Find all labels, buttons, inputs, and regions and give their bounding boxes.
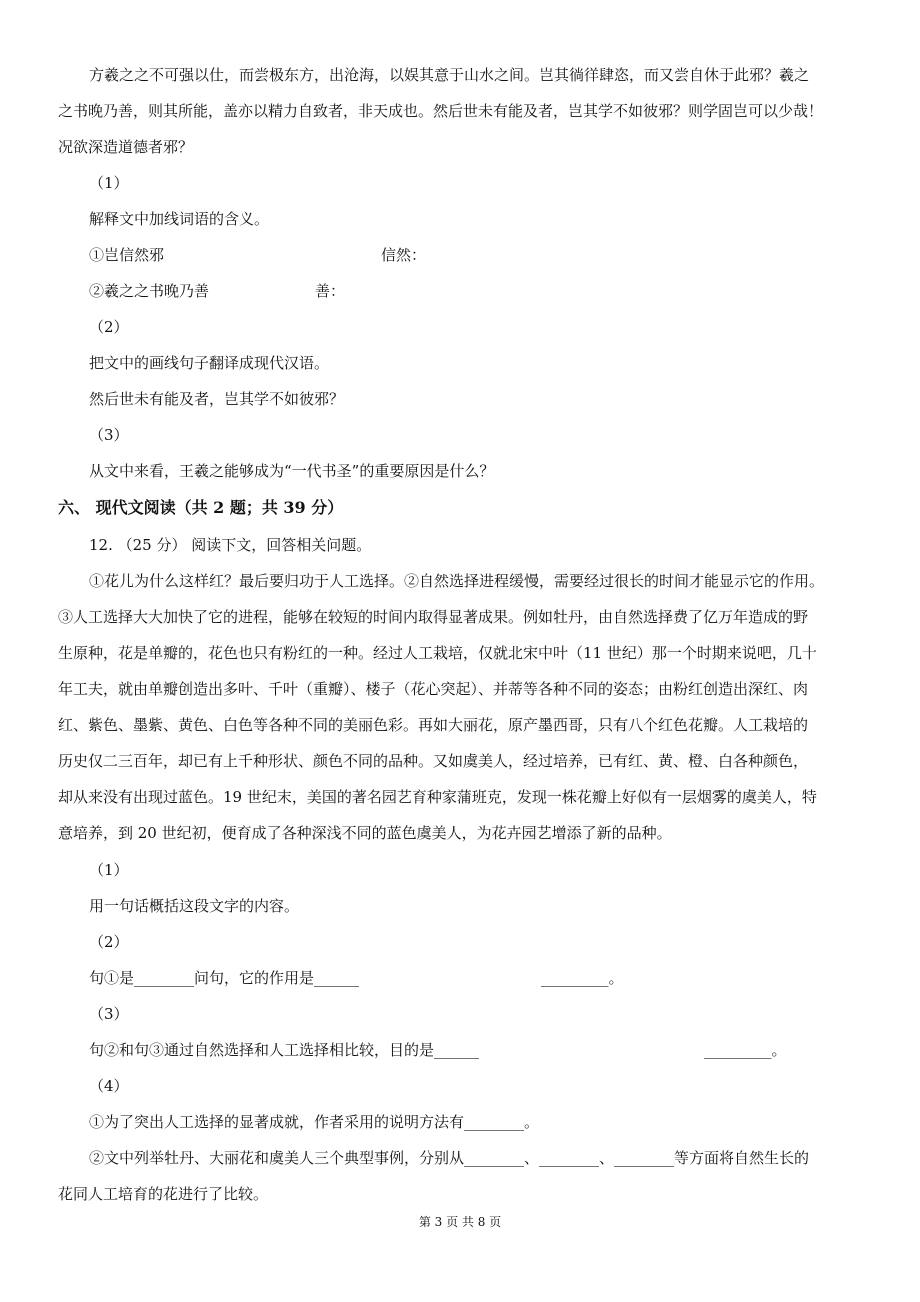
q12-passage-line-4: 年工夫，就由单瓣创造出多叶、千叶（重瓣）、楼子（花心突起）、并蒂等各种不同的姿态；由粉红创造出深红、肉 [58, 680, 809, 698]
q12-part4-line-3: 花同人工培育的花进行了比较。 [58, 1185, 269, 1203]
q12-part2-number: （2） [89, 933, 129, 951]
q12-part2-stem [89, 968, 624, 988]
q12-part2-stem-b: _________。 [541, 969, 624, 987]
q12-part4-number: （4） [89, 1077, 129, 1095]
passage1-line-1: 方羲之之不可强以仕，而尝极东方，出沧海，以娱其意于山水之间。岂其徜徉肆恣，而又尝自休于此邪？羲之 [89, 66, 810, 84]
q12-passage-line-1: ①花儿为什么这样红？最后要归功于人工选择。②自然选择进程缓慢，需要经过很长的时间才能显示它的作用。 [89, 572, 825, 590]
q12-passage-line-7: 却从来没有出现过蓝色。19 世纪末，美国的著名园艺育种家蒲班克，发现一株花瓣上好似有一层烟雾的虞美人，特 [58, 788, 817, 806]
q12-part4-line-2: ②文中列举牡丹、大丽花和虞美人三个典型事例，分别从________、________、________等方面将自然生长的 [89, 1149, 810, 1167]
q12-part2-stem-a: 句①是________问句，它的作用是______ [89, 969, 360, 987]
q12-passage-line-3: 生原种，花是单瓣的，花色也只有粉红的一种。经过人工栽培，仅就北宋中叶（11 世纪）那一个时期来说吧，几十 [58, 644, 817, 662]
q11-part2-stem: 把文中的画线句子翻译成现代汉语。 [89, 354, 330, 372]
q11-part2-sentence: 然后世未有能及者，岂其学不如彼邪？ [89, 390, 345, 408]
q11-part1-item1 [89, 245, 427, 265]
q12-part3-number: （3） [89, 1005, 129, 1023]
q11-part1-number: （1） [89, 174, 129, 192]
q11-item1-text: ①岂信然邪 [89, 246, 165, 264]
q11-item1-label: 信然： [381, 246, 427, 264]
q12-part3-stem-b: _________。 [704, 1041, 787, 1059]
q11-part1-item2 [89, 281, 346, 301]
q12-part1-number: （1） [89, 861, 129, 879]
q11-item2-text: ②羲之之书晚乃善 [89, 282, 210, 300]
q12-part3-stem-a: 句②和句③通过自然选择和人工选择相比较，目的是______ [89, 1041, 480, 1059]
q12-part1-stem: 用一句话概括这段文字的内容。 [89, 897, 300, 915]
passage1-line-3: 况欲深造道德者邪？ [58, 138, 194, 156]
section-six-heading: 六、 现代文阅读（共 2 题；共 39 分） [58, 498, 344, 517]
q11-item2-label: 善： [315, 282, 346, 300]
q12-passage-line-6: 历史仅二三百年，却已有上千种形状、颜色不同的品种。又如虞美人，经过培养，已有红、黄、橙、白各种颜色， [58, 752, 809, 770]
q12-passage-line-2: ③人工选择大大加快了它的进程，能够在较短的时间内取得显著成果。例如牡丹，由自然选择费了亿万年造成的野 [58, 608, 809, 626]
q12-passage-line-5: 红、紫色、墨紫、黄色、白色等各种不同的美丽色彩。再如大丽花，原产墨西哥，只有八个红色花瓣。人工栽培的 [58, 716, 809, 734]
q11-part1-stem: 解释文中加线词语的含义。 [89, 210, 270, 228]
q12-intro: 12. （25 分） 阅读下文，回答相关问题。 [89, 536, 372, 554]
page-footer: 第 3 页 共 8 页 [418, 1215, 502, 1229]
passage1-line-2: 之书晚乃善，则其所能，盖亦以精力自致者，非天成也。然后世未有能及者，岂其学不如彼邪？则学固岂可以少哉！ [58, 102, 824, 120]
q12-passage-line-8: 意培养，到 20 世纪初，便育成了各种深浅不同的蓝色虞美人，为花卉园艺增添了新的品种。 [58, 824, 672, 842]
q11-part3-stem: 从文中来看，王羲之能够成为“一代书圣”的重要原因是什么？ [89, 462, 495, 480]
q11-part3-number: （3） [89, 426, 129, 444]
q12-part4-line-1: ①为了突出人工选择的显著成就，作者采用的说明方法有________。 [89, 1113, 540, 1131]
q11-part2-number: （2） [89, 318, 129, 336]
q12-part3-stem [89, 1040, 787, 1060]
